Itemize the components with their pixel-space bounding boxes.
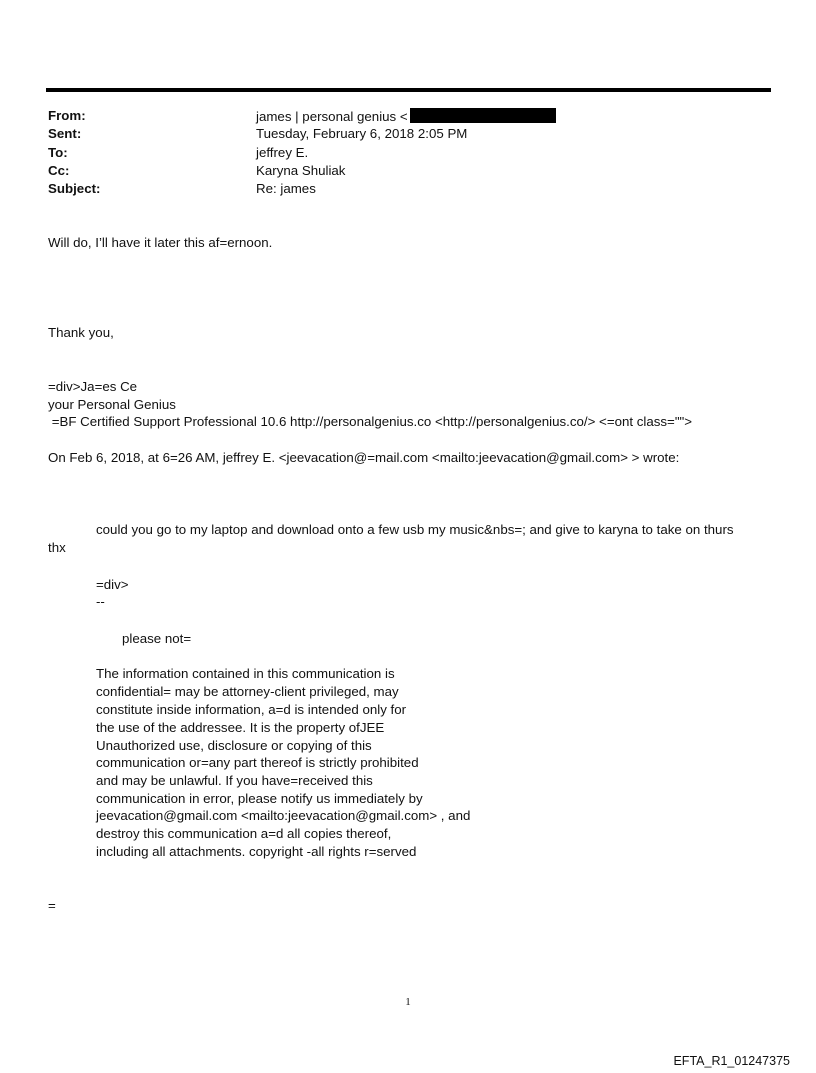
quote-intro: On Feb 6, 2018, at 6=26 AM, jeffrey E. <jeevacation@=mail.com <mailto:jeevacation@gmail.com> > wrote:: [48, 450, 680, 465]
notice-line: and may be unlawful. If you have=received this: [96, 773, 373, 788]
cc-value: Karyna Shuliak: [256, 163, 346, 178]
notice-line: Unauthorized use, disclosure or copying of this: [96, 738, 372, 753]
to-value: jeffrey E.: [256, 145, 309, 160]
sent-value: Tuesday, February 6, 2018 2:05 PM: [256, 126, 468, 141]
signature-line-3: =BF Certified Support Professional 10.6 http://personalgenius.co <http://personalgenius.co/> <=ont class="">: [48, 414, 693, 429]
cc-label: Cc:: [48, 163, 70, 178]
notice-line: communication or=any part thereof is strictly prohibited: [96, 755, 419, 770]
page-number: 1: [405, 996, 411, 1008]
dashes-text: --: [96, 594, 105, 609]
notice-line: including all attachments. copyright -all rights r=served: [96, 844, 417, 859]
header-rule: [46, 88, 771, 92]
to-label: To:: [48, 145, 68, 160]
trailing-text: =: [48, 898, 56, 913]
from-value: [256, 108, 556, 124]
from-label: From:: [48, 108, 86, 123]
subject-label: Subject:: [48, 181, 101, 196]
signature-line-2: your Personal Genius: [48, 397, 176, 412]
notice-line: confidential= may be attorney-client privileged, may: [96, 684, 399, 699]
redaction-bar: [410, 108, 556, 123]
quoted-message-line-2: thx: [48, 540, 66, 555]
notice-line: constitute inside information, a=d is intended only for: [96, 702, 407, 717]
div-tag-text: =div>: [96, 577, 129, 592]
notice-line: The information contained in this communication is: [96, 666, 395, 681]
sent-label: Sent:: [48, 126, 82, 141]
notice-line: communication in error, please notify us immediately by: [96, 791, 423, 806]
bates-number: EFTA_R1_01247375: [673, 1054, 790, 1068]
reply-text: Will do, I’ll have it later this af=ernoon.: [48, 235, 273, 250]
thanks-text: Thank you,: [48, 325, 114, 340]
signature-line-1: =div>Ja=es Ce: [48, 379, 138, 394]
quoted-message-line-1: could you go to my laptop and download onto a few usb my music&nbs=; and give to karyna to take on thurs: [96, 522, 734, 537]
notice-line: the use of the addressee. It is the property ofJEE: [96, 720, 385, 735]
subject-value: Re: james: [256, 181, 316, 196]
notice-line: jeevacation@gmail.com <mailto:jeevacation@gmail.com> , and: [96, 808, 471, 823]
from-text: james | personal genius <: [256, 109, 408, 124]
please-note-text: please not=: [122, 631, 192, 646]
notice-line: destroy this communication a=d all copies thereof,: [96, 826, 392, 841]
